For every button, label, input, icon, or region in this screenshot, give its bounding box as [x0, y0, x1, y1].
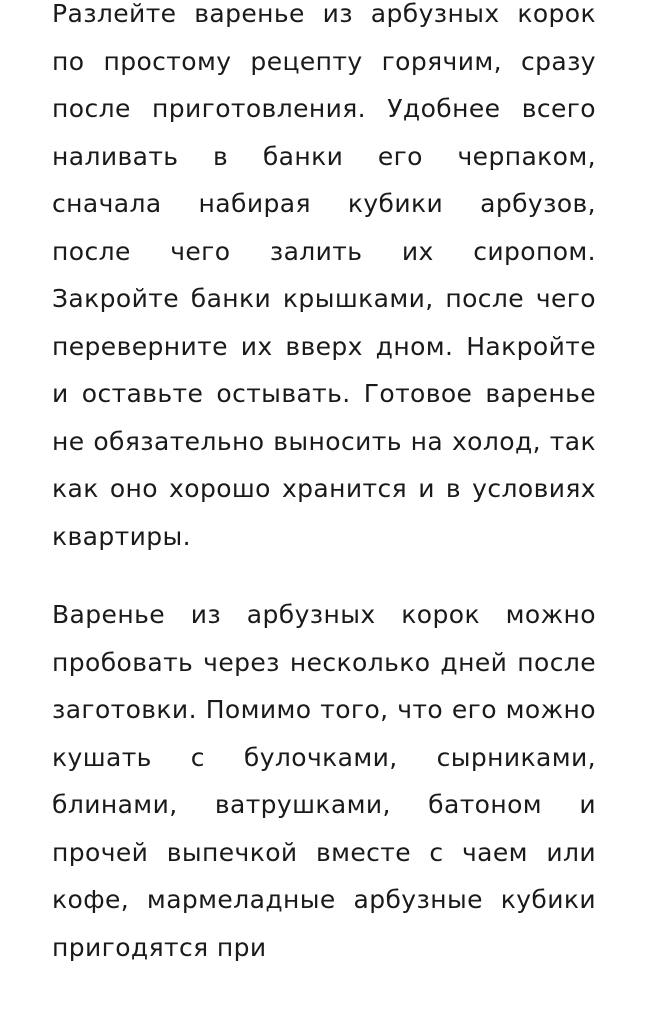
paragraph: Варенье из арбузных корок можно пробовать через несколько дней после заготовки. Помимо того, что его можно кушать с булочками, сырниками, блинами, ватрушками, батоном и прочей выпечкой вместе с чаем или кофе, мармеладные арбузные кубики пригодятся при: [52, 600, 596, 962]
article-body: [52, 0, 596, 1002]
paragraph: Разлейте варенье из арбузных корок по простому рецепту горячим, сразу после приготовления. Удобнее всего наливать в банки его черпаком, сначала набирая кубики арбузов, после чего залить их сиропом. Закройте банки крышками, после чего переверните их вверх дном. Накройте и оставьте остывать. Готовое варенье не обязательно выносить на холод, так как оно хорошо хранится и в условиях квартиры.: [52, 0, 596, 551]
